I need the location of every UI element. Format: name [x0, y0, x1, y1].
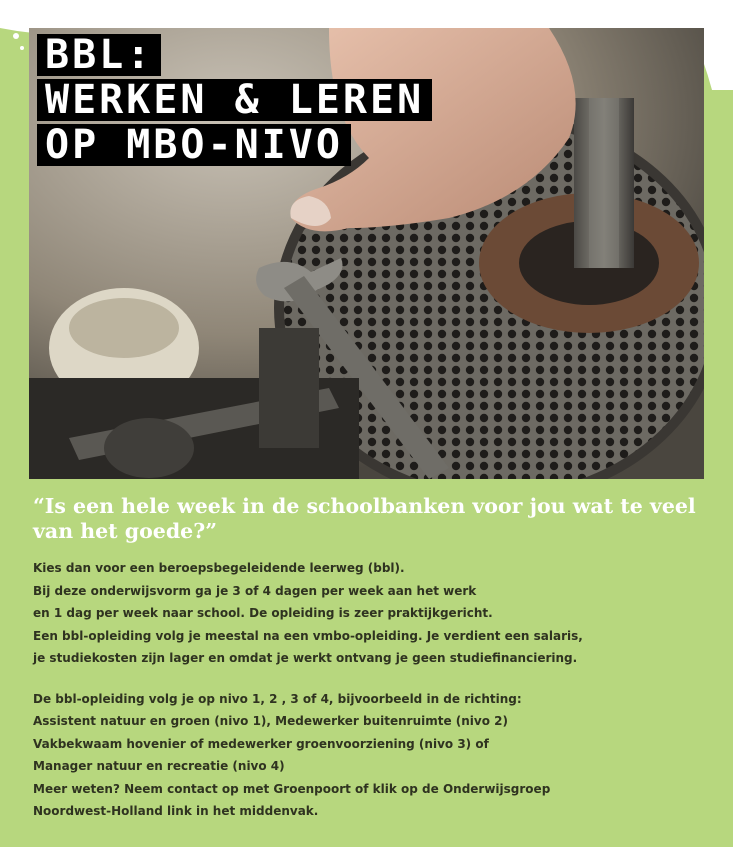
- body-line: Kies dan voor een beroepsbegeleidende leerweg (bbl).: [33, 561, 405, 575]
- title-line-3: OP MBO-NIVO: [37, 124, 351, 166]
- body-line: Meer weten? Neem contact op met Groenpoort of klik op de Onderwijsgroep: [33, 781, 551, 796]
- body-line: Noordwest-Holland link in het middenvak.: [33, 804, 319, 818]
- body-line: Assistent natuur en groen (nivo 1), Medewerker buitenruimte (nivo 2): [33, 714, 509, 728]
- paragraph-gap: [33, 670, 713, 688]
- body-line: Vakbekwaam hovenier of medewerker groenvoorziening (nivo 3) of: [33, 736, 489, 751]
- page-title: [37, 34, 432, 169]
- body-line: Bij deze onderwijsvorm ga je 3 of 4 dagen per week aan het werk: [33, 583, 477, 598]
- title-line-1: BBL:: [37, 34, 161, 76]
- pull-quote: “Is een hele week in de schoolbanken voor jou wat te veel van het goede?”: [33, 494, 696, 543]
- body-line: Een bbl-opleiding volg je meestal na een vmbo-opleiding. Je verdient een salaris,: [33, 628, 583, 643]
- body-line: Manager natuur en recreatie (nivo 4): [33, 759, 285, 773]
- title-line-2: WERKEN & LEREN: [37, 79, 432, 121]
- body-line: De bbl-opleiding volg je op nivo 1, 2 , 3 of 4, bijvoorbeeld in de richting:: [33, 691, 522, 706]
- article-body: [33, 557, 713, 823]
- body-line: en 1 dag per week naar school. De opleiding is zeer praktijkgericht.: [33, 606, 493, 620]
- body-line: je studiekosten zijn lager en omdat je werkt ontvang je geen studiefinanciering.: [33, 651, 578, 665]
